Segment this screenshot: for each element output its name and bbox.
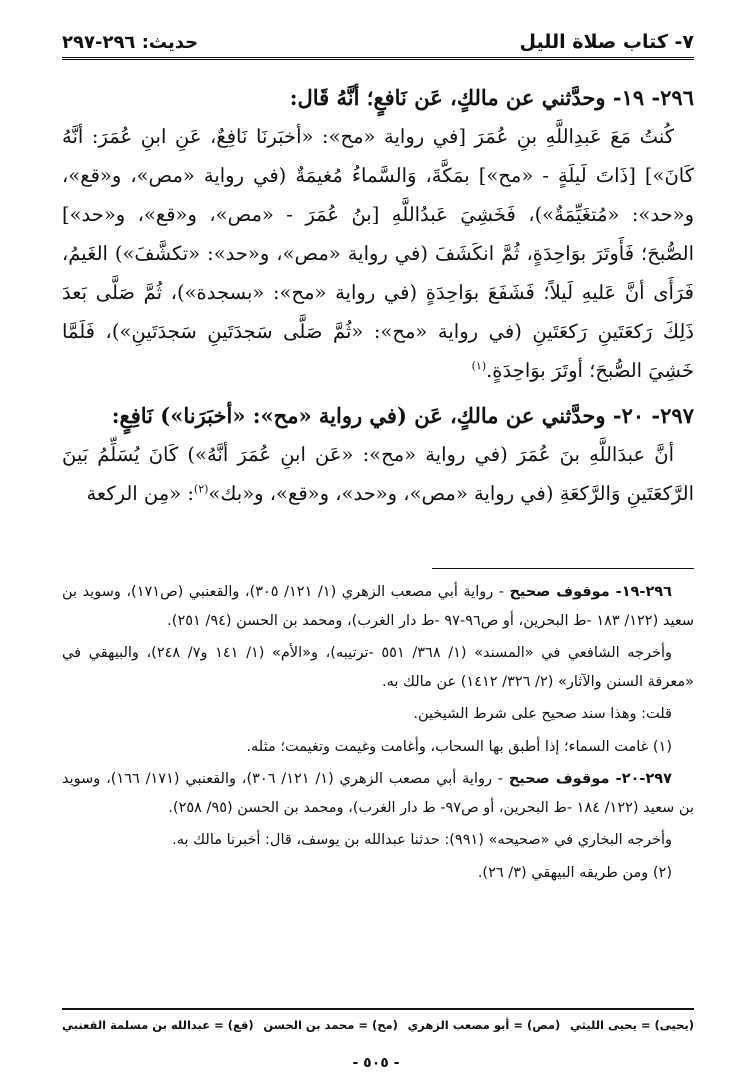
note-297-takhrij: وأخرجه البخاري في «صحيحه» (٩٩١): حدثنا عبدالله بن يوسف، قال: أخبرنا مالك به. [172, 832, 672, 848]
legend-mus: (مص) = أبو مصعب الزهري [407, 1018, 561, 1032]
note-296-label: ٢٩٦-١٩- موقوف صحيح [509, 584, 672, 600]
abbreviation-legend [62, 1008, 694, 1032]
note-296-takhrij: وأخرجه الشافعي في «المسند» (١/ ٣٦٨/ ٥٥١ -ترتيبه)، و«الأم» (١/ ١٤١ و٧/ ٢٤٨)، والبيهقي في «معرفة السنن والآثار» (٢/ ٣٢٦/ ١٤١٢) عن مالك به. [62, 645, 694, 690]
main-text [62, 78, 694, 513]
footnotes [62, 578, 694, 891]
footnote-2: (٢) ومن طريقه البيهقي (٣/ ٢٦). [477, 864, 672, 881]
note-297 [62, 765, 694, 822]
note-296 [62, 578, 694, 635]
page-header [62, 18, 694, 60]
hadith-296-body: كُنتُ مَعَ عَبدِاللَّهِ بنِ عُمَرَ [في رواية «مح»: «أخبَرنَا نَافِعٌ، عَنِ ابنِ عُمَرَ: أنَّهُ كَانَ»] [ذَاتَ لَيلَةٍ - «مح»] بمَكَّةَ، وَالسَّماءُ مُغيمَةٌ (في رواية «مص»، و«قع»، و«حد»: «مُتغَيِّمَةٌ»)، فَخَشِيَ عَبدُاللَّهِ [بنُ عُمَرَ - «مص»، و«قع»، و«حد»] الصُّبحَ؛ فَأَوتَرَ بوَاحِدَةٍ، ثُمَّ انكَشَفَ (في رواية «مص»، و«حد»: «تكشَّفَ») الغَيمُ، فَرَأَى أنَّ عَليهِ لَيلاً؛ فَشَفَعَ بوَاحِدَةٍ (في رواية «مح»: «بسجدة»)، ثُمَّ صَلَّى بَعدَ ذَلِكَ رَكعَتَينِ رَكعَتَينِ (في رواية «مح»: «ثُمَّ صَلَّى سَجدَتَينِ سَجدَتَينِ»)، فَلَمَّا خَشِيَ الصُّبحَ؛ أوتَرَ بوَاحِدَةٍ. [62, 125, 694, 382]
footnote-1: (١) غامت السماء؛ إذا أطبق بها السحاب، وأغامت وغيمت وتغيمت؛ مثله. [246, 738, 672, 755]
footnote-separator [432, 568, 694, 569]
hadith-297-tail: : «مِن الركعة [86, 482, 194, 505]
note-297-text: - رواية أبي مصعب الزهري (١/ ١٢١/ ٣٠٦)، والقعنبي (١٧١/ ١٦٦)، وسويد بن سعيد (١٢٢/ ١٨٤ -ط البحرين، أو ص٩٧- ط دار الغرب)، ومحمد بن الحسن (٩٥/ ٢٥٨). [62, 771, 694, 816]
footnote-ref-2: (٢) [193, 482, 209, 496]
footnote-ref-1: (١) [471, 359, 487, 373]
note-296-text: - رواية أبي مصعب الزهري (١/ ١٢١/ ٣٠٥)، والقعنبي (ص١٧١)، وسويد بن سعيد (١٢٢/ ١٨٣ -ط البحرين، أو ص٩٦-٩٧ -ط دار الغرب)، ومحمد بن الحسن (٩٤/ ٢٥١). [62, 584, 694, 629]
hadith-range: حديث: ٢٩٦-٢٩٧ [62, 32, 199, 53]
legend-mh: (مح) = محمد بن الحسن [263, 1018, 398, 1032]
legend-qa: (قع) = عبدالله بن مسلمة القعنبي [62, 1018, 254, 1032]
page-number: - ٥٠٥ - [352, 1055, 400, 1071]
hadith-297-heading: ٢٩٧- ٢٠- وحدَّثني عن مالكٍ، عَن (في رواية «مح»: «أخبَرَنا») نَافِعٍ: [111, 403, 694, 428]
book-title: ٧- كتاب صلاة الليل [519, 31, 694, 53]
note-297-label: ٢٩٧-٢٠- موقوف صحيح [508, 771, 672, 787]
note-296-verdict: قلت: وهذا سند صحيح على شرط الشيخين. [413, 706, 672, 722]
legend-yahya: (يحيى) = يحيى الليثي [569, 1018, 694, 1032]
hadith-297-text [62, 435, 694, 513]
hadith-297-body: أنَّ عبدَاللَّهِ بنَ عُمَرَ (في رواية «مح»: «عَن ابنِ عُمَرَ أنَّهُ») كَانَ يُسَلِّمُ بَينَ الرَّكعَتَينِ وَالرَّكعَةِ (في رواية «مص»، و«حد»، و«قع»، و«بك» [62, 443, 694, 505]
hadith-296-heading: ٢٩٦- ١٩- وحدَّثني عن مالكٍ، عَن نَافعٍ؛ أنَّهُ قَال: [289, 85, 694, 110]
hadith-296-text [62, 117, 694, 390]
